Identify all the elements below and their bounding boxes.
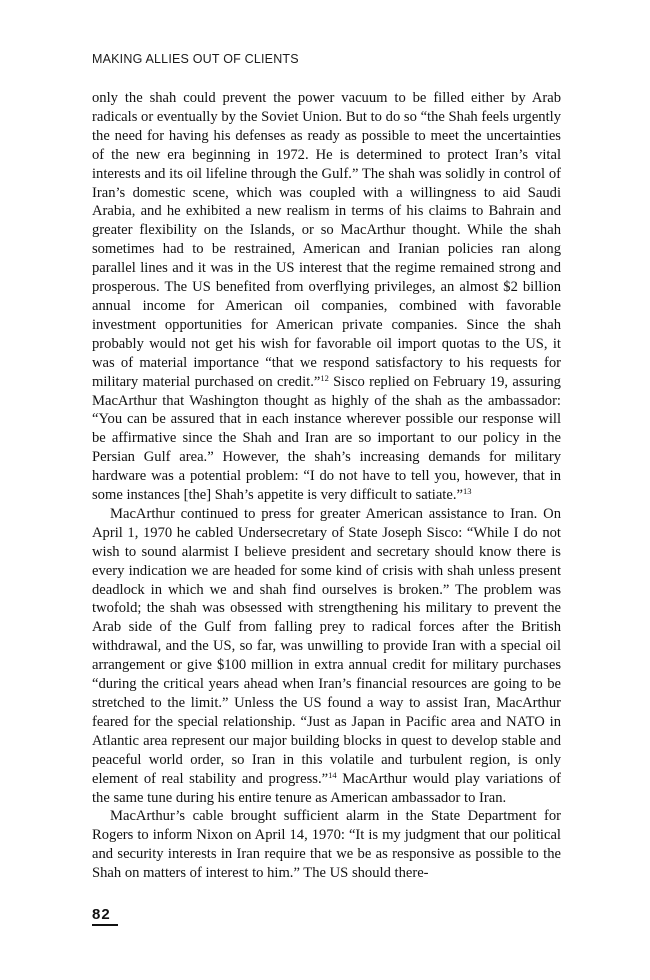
paragraph (92, 807, 561, 883)
footnote-ref: 12 (320, 372, 329, 383)
running-head: MAKING ALLIES OUT OF CLIENTS (92, 52, 299, 66)
page-number-underline (92, 924, 118, 926)
footnote-ref: 14 (328, 769, 337, 780)
paragraph-text: MacArthur’s cable brought sufficient alarm in the State Department for Rogers to inform Nixon on April 14, 1970: “It is my judgment that our political and security interests in Iran require that we be as responsive as possible to the Shah on matters of interest to him.” The US should there- (92, 808, 561, 882)
footnote-ref: 13 (462, 486, 472, 497)
paragraph-text: Sisco replied on February 19, assuring MacArthur that Washington thought as highly of the shah as the ambassador: “You can be assured that in each instance wherever possible our response will be affirmative since the Shah and Iran are so important to our policy in the Persian Gulf area.” However, the shah’s increasing demands for military hardware was a potential problem: “I do not have to tell you, however, that in some instances [the] Shah’s appetite is very difficult to satiate.” (92, 373, 561, 504)
paragraph-text: MacArthur would play variations of the same tune during his entire tenure as American ambassador to Iran. (92, 770, 561, 806)
page-number: 82 (92, 906, 111, 923)
body-text (92, 89, 561, 883)
paragraph-text: only the shah could prevent the power vacuum to be filled either by Arab radicals or eventually by the Soviet Union. But to do so “the Shah feels urgently the need for having his defenses as ready as possible to meet the uncertainties of the new era beginning in 1972. He is determined to protect Iran’s vital interests and its oil lifeline through the Gulf.” The shah was solidly in control of Iran’s domestic scene, which was coupled with a willingness to aid Saudi Arabia, and he exhibited a new realism in terms of his claims to Bahrain and greater flexibility on the Islands, or so MacArthur thought. While the shah sometimes had to be restrained, American and Iranian policies ran along parallel lines and it was in the US interest that the regime remained strong and prosperous. The US benefited from overflying privileges, an almost $2 billion annual income for American oil companies, combined with favorable investment opportunities for American private companies. Since the shah probably would not get his wish for favorable oil import quotas to the US, it was of material importance “that we respond satisfactory to his requests for military material purchased on credit.” (92, 90, 561, 390)
paragraph (92, 89, 561, 505)
paragraph-text: MacArthur continued to press for greater American assistance to Iran. On April 1, 1970 he cabled Undersecretary of State Joseph Sisco: “While I do not wish to sound alarmist I believe president and secretary should know there is every indication we are headed for some kind of crisis with shah unless present deadlock in which we and shah find ourselves is broken.” The problem was twofold; the shah was obsessed with strengthening his military to prevent the Arab side of the Gulf from falling prey to radical forces after the British withdrawal, and the US, so far, was unwilling to provide Iran with a special oil arrangement or give $100 million in extra annual credit for military purchases “during the critical years ahead when Iran’s financial resources are going to be stretched to the limit.” Unless the US found a way to assist Iran, MacArthur feared for the special relationship. “Just as Japan in Pacific area and NATO in Atlantic area represent our major building blocks in quest to develop stable and peaceful world order, so Iran in this volatile and turbulent region, is only element of real stability and progress.” (92, 505, 561, 787)
paragraph (92, 505, 561, 808)
